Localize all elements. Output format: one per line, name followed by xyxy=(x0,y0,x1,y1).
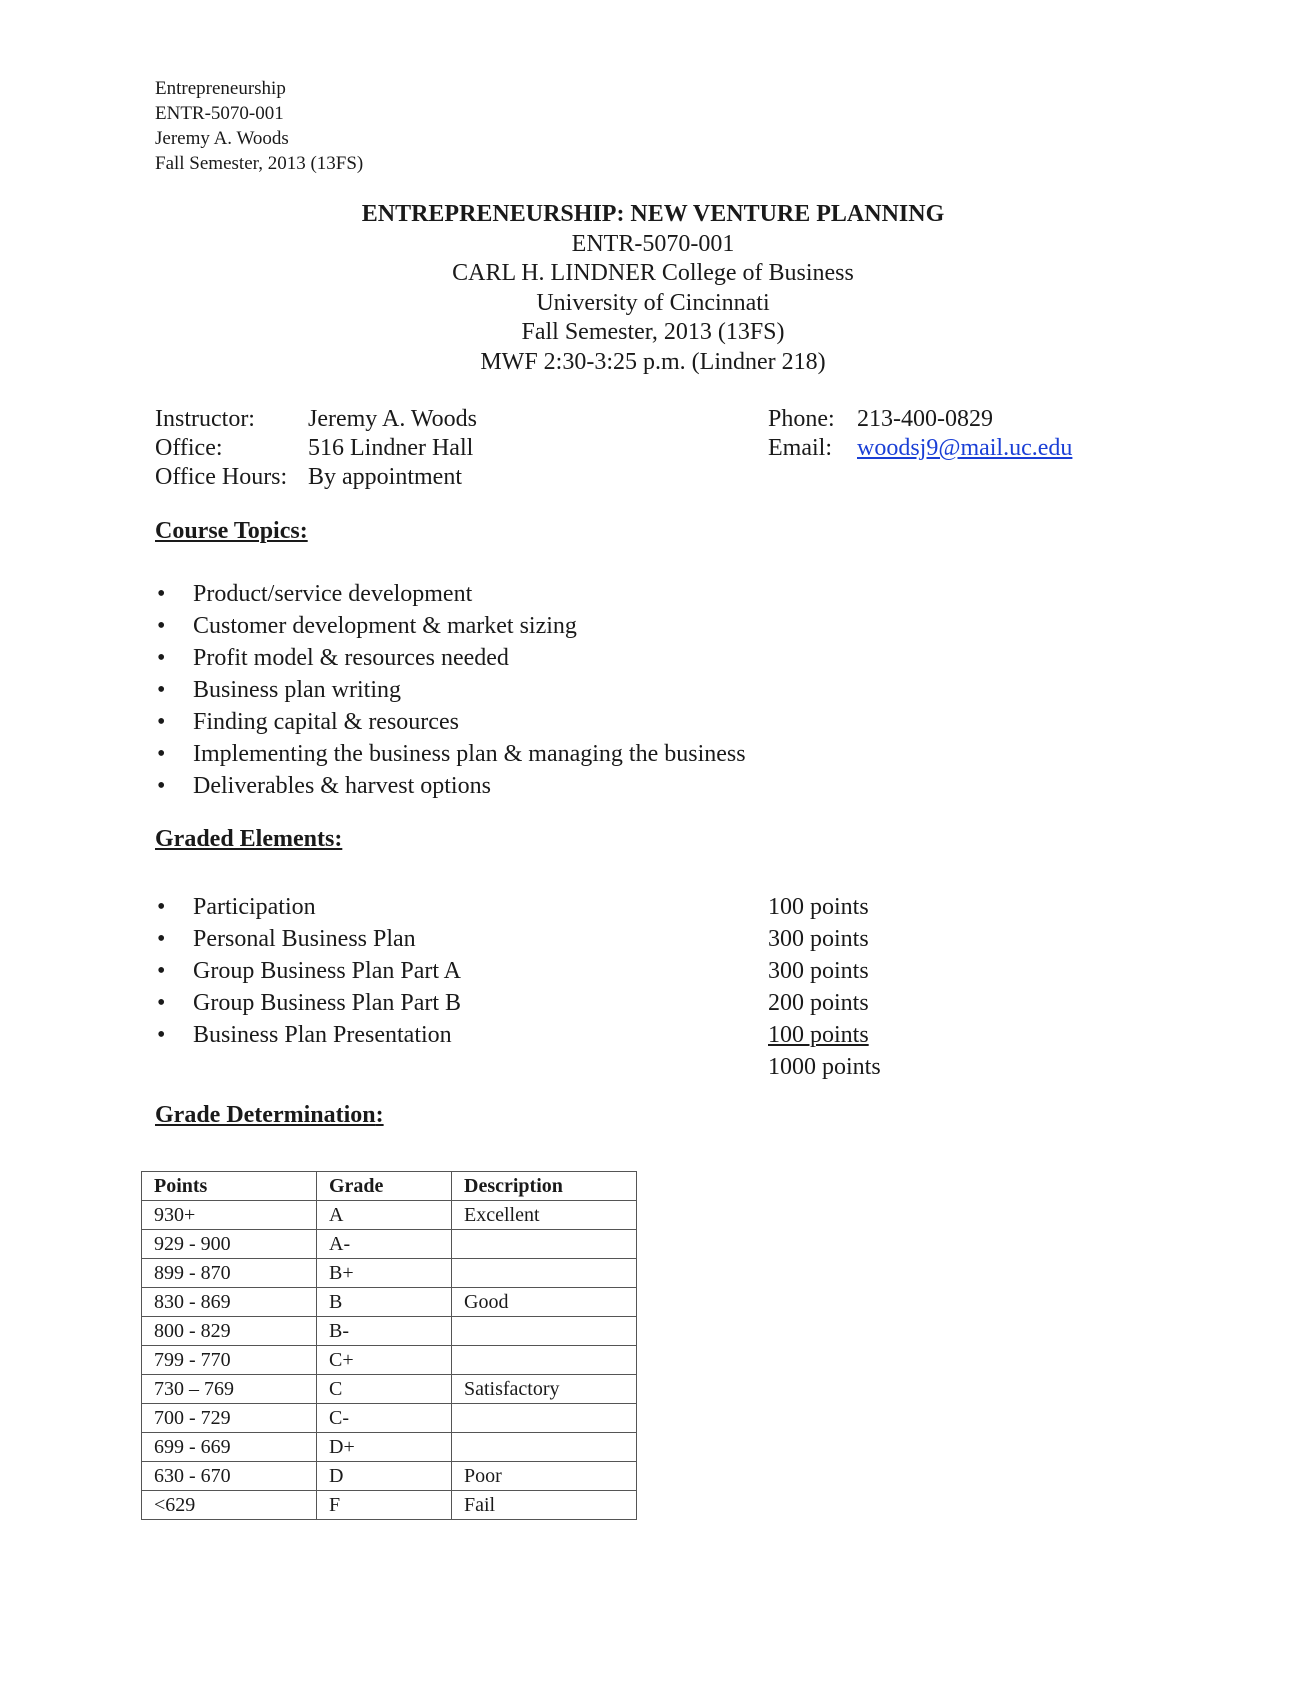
graded-item-points: 100 points xyxy=(768,1022,869,1048)
graded-row xyxy=(155,923,915,955)
office-value: 516 Lindner Hall xyxy=(308,435,474,461)
table-row: 699 - 669 D+ xyxy=(142,1433,637,1462)
table-row: 700 - 729 C- xyxy=(142,1404,637,1433)
course-code: ENTR-5070-001 xyxy=(571,230,735,257)
table-row: 899 - 870 B+ xyxy=(142,1259,637,1288)
list-item: • Business plan writing xyxy=(155,674,746,706)
table-row: 730 – 769 C Satisfactory xyxy=(142,1375,637,1404)
course-title: ENTREPRENEURSHIP: NEW VENTURE PLANNING xyxy=(361,201,945,227)
bullet-icon: • xyxy=(157,709,166,735)
graded-row xyxy=(155,987,915,1019)
table-row: 930+ A Excellent xyxy=(142,1201,637,1230)
contact-info xyxy=(768,405,1072,463)
office-hours-row xyxy=(155,463,477,492)
phone-value: 213-400-0829 xyxy=(857,406,993,432)
bullet-icon: • xyxy=(157,581,166,607)
bullet-icon: • xyxy=(157,613,166,639)
instructor-info xyxy=(155,405,477,492)
bullet-icon: • xyxy=(157,926,166,952)
office-hours-value: By appointment xyxy=(308,464,462,490)
table-header-row xyxy=(142,1172,637,1201)
course-topics-list xyxy=(155,578,746,802)
bullet-icon: • xyxy=(157,677,166,703)
list-item: • Implementing the business plan & managing the business xyxy=(155,738,746,770)
column-header: Points xyxy=(142,1172,317,1201)
college-name: CARL H. LINDNER College of Business xyxy=(452,260,854,286)
graded-item-points: 300 points xyxy=(768,958,869,984)
office-row xyxy=(155,434,477,463)
bullet-icon: • xyxy=(157,773,166,799)
semester: Fall Semester, 2013 (13FS) xyxy=(521,319,785,345)
graded-item-points: 300 points xyxy=(768,926,869,952)
graded-item-name: Group Business Plan Part A xyxy=(193,958,462,984)
list-item: • Profit model & resources needed xyxy=(155,642,746,674)
office-hours-label: Office Hours: xyxy=(155,464,288,490)
instructor-label: Instructor: xyxy=(155,406,255,432)
university-name: University of Cincinnati xyxy=(536,289,770,316)
list-item: • Product/service development xyxy=(155,578,746,610)
grade-table xyxy=(141,1171,637,1520)
grade-determination-heading: Grade Determination: xyxy=(155,1102,384,1128)
graded-total-row xyxy=(155,1051,915,1083)
instructor-value: Jeremy A. Woods xyxy=(308,406,477,432)
graded-elements-heading: Graded Elements: xyxy=(155,826,343,852)
bullet-icon: • xyxy=(157,990,166,1016)
bullet-icon: • xyxy=(157,741,166,767)
graded-item-points: 200 points xyxy=(768,990,869,1016)
graded-item-name: Group Business Plan Part B xyxy=(193,990,462,1016)
header-course-name: Entrepreneurship xyxy=(155,78,286,99)
instructor-row xyxy=(155,405,477,434)
graded-item-name: Participation xyxy=(193,894,316,920)
email-row xyxy=(768,434,1072,463)
bullet-icon: • xyxy=(157,645,166,671)
table-row: 799 - 770 C+ xyxy=(142,1346,637,1375)
table-row: <629 F Fail xyxy=(142,1491,637,1520)
graded-item-name: Business Plan Presentation xyxy=(193,1022,452,1048)
table-row: 630 - 670 D Poor xyxy=(142,1462,637,1491)
bullet-icon: • xyxy=(157,1022,166,1048)
header-course-code: ENTR-5070-001 xyxy=(155,103,284,124)
office-label: Office: xyxy=(155,435,223,461)
graded-item-name: Personal Business Plan xyxy=(193,926,416,952)
list-item: • Customer development & market sizing xyxy=(155,610,746,642)
document-header xyxy=(155,76,363,176)
graded-row xyxy=(155,891,915,923)
column-header: Description xyxy=(452,1172,637,1201)
phone-row xyxy=(768,405,1072,434)
title-block xyxy=(0,200,1306,377)
header-semester: Fall Semester, 2013 (13FS) xyxy=(155,153,364,174)
course-topics-heading: Course Topics: xyxy=(155,518,308,544)
bullet-icon: • xyxy=(157,894,166,920)
email-label: Email: xyxy=(768,435,832,461)
phone-label: Phone: xyxy=(768,406,835,432)
email-link[interactable]: woodsj9@mail.uc.edu xyxy=(857,435,1073,461)
graded-total: 1000 points xyxy=(768,1054,881,1080)
graded-row xyxy=(155,955,915,987)
header-instructor: Jeremy A. Woods xyxy=(155,128,289,149)
column-header: Grade xyxy=(317,1172,452,1201)
table-row: 929 - 900 A- xyxy=(142,1230,637,1259)
bullet-icon: • xyxy=(157,958,166,984)
list-item: • Deliverables & harvest options xyxy=(155,770,746,802)
graded-item-points: 100 points xyxy=(768,894,869,920)
graded-elements-list xyxy=(155,891,915,1083)
table-row: 800 - 829 B- xyxy=(142,1317,637,1346)
list-item: • Finding capital & resources xyxy=(155,706,746,738)
table-row: 830 - 869 B Good xyxy=(142,1288,637,1317)
graded-row xyxy=(155,1019,915,1051)
class-schedule: MWF 2:30-3:25 p.m. (Lindner 218) xyxy=(480,348,826,375)
